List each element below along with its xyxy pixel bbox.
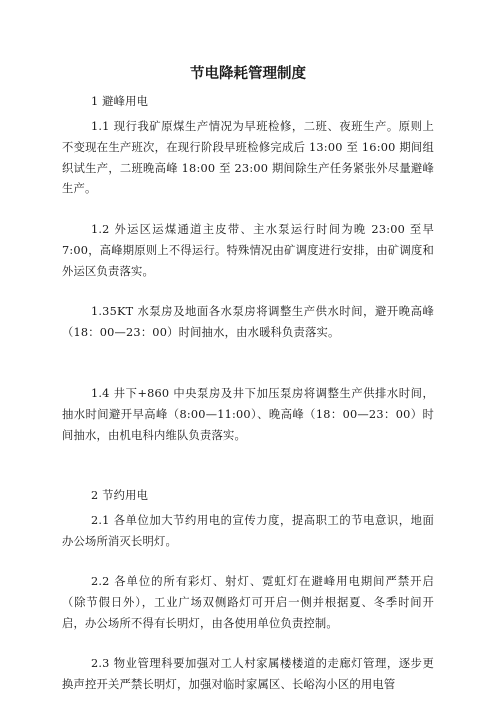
document-title: 节电降耗管理制度 [190,65,306,82]
paragraph-2-3: 2.3 物业管理科要加强对工人村家属楼楼道的走廊灯管理，逐步更换声控开关严禁长明灯，加强对临时家属区、长峪沟小区的用电管 [62,657,434,691]
paragraph-1-1: 1.1 现行我矿原煤生产情况为早班检修，二班、夜班生产。原则上不变现在生产班次，在现行阶段早班检修完成后 13:00 至 16:00 期间组织试生产，二班晚高峰 18:00 至 23:00 期间除生产任务紧张外尽量避峰生产。 [62,120,434,196]
paragraph-1-2: 1.2 外运区运煤通道主皮带、主水泵运行时间为晚 23:00 至早 7:00，高峰期原则上不得运行。特殊情况由矿调度进行安排，由矿调度和外运区负责落实。 [62,223,434,278]
paragraph-1-3: 1.35KT 水泵房及地面各水泵房将调整生产供水时间，避开晚高峰（18：00—23：00）时间抽水，由水暖科负责落实。 [62,305,434,339]
paragraph-2-2: 2.2 各单位的所有彩灯、射灯、霓虹灯在避峰用电期间严禁开启（除节假日外），工业广场双侧路灯可开启一侧并根据夏、冬季时间开启，办公场所不得有长明灯，由各使用单位负责控制。 [62,575,434,630]
paragraph-2-1: 2.1 各单位加大节约用电的宣传力度，提高职工的节电意识，地面办公场所消灭长明灯。 [62,514,434,548]
section-heading-1: 1 避峰用电 [91,95,149,108]
paragraph-1-4: 1.4 井下+860 中央泵房及井下加压泵房将调整生产供排水时间，抽水时间避开早高峰（8:00—11:00）、晚高峰（18：00—23：00）时间抽水，由机电科内维队负责落实。 [62,387,434,442]
section-heading-2: 2 节约用电 [91,489,149,502]
